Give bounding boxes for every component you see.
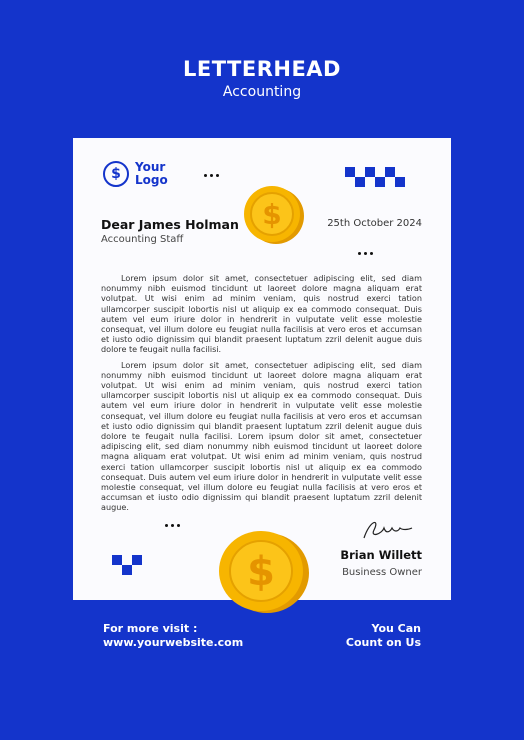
signer-name: Brian Willett: [340, 548, 422, 562]
svg-text:$: $: [247, 549, 275, 595]
footer-tagline-line1: You Can: [371, 622, 421, 635]
recipient-role: Accounting Staff: [101, 234, 184, 245]
letter-date: 25th October 2024: [327, 218, 422, 229]
gold-coin-icon: [242, 184, 306, 248]
footer-website: www.yourwebsite.com: [103, 636, 244, 649]
gold-coin-icon: [215, 528, 313, 618]
signature-icon: [360, 516, 416, 542]
signer-role: Business Owner: [342, 567, 422, 578]
svg-text:$: $: [262, 198, 282, 231]
footer-visit-label: For more visit :: [103, 622, 198, 635]
footer-tagline-line2: Count on Us: [345, 636, 421, 649]
greeting: Dear James Holman: [101, 217, 239, 232]
letterhead-paper: [73, 138, 451, 670]
logo-text: [135, 161, 168, 187]
body-paragraph: Lorem ipsum dolor sit amet, consectetuer adipiscing elit, sed diam nonummy nibh euismod tincidunt ut laoreet dolore magna aliquam erat volutpat. Ut wisi enim ad minim veniam, quis nostrud exerci tation ullamcorper suscipit lobortis nisl ut aliquip ex ea commodo consequat. Duis autem vel eum iriure dolor in hendrerit in vulputate velit esse molestie consequat, vel illum dolore eu feugiat nulla facilisis at vero eros et accumsan et iusto odio dignissim qui blandit praesent luptatum zzril delenit augue duis dolore te feugait nulla facilisi. Lorem ipsum dolor sit amet, consectetuer adipiscing elit, sed diam nonummy nibh euismod tincidunt ut laoreet dolore magna aliquam erat volutpat. Ut wisi enim ad minim veniam, quis nostrud exerci tation ullamcorper suscipit lobortis nisl ut aliquip ex ea commodo consequat. Duis autem vel eum iriure dolor in hendrerit in vulputate velit esse molestie consequat, vel illum dolore eu feugiat nulla facilisis at vero eros et accumsan et iusto odio dignissim qui blandit praesent luptatum zzril delenit augue.: [101, 359, 422, 513]
checker-pattern-icon: [345, 167, 405, 188]
company-logo: [103, 161, 168, 187]
page-subtitle: Accounting: [222, 84, 302, 100]
logo-line-1: Your: [135, 160, 166, 174]
checker-pattern-icon: [112, 555, 142, 575]
logo-line-2: Logo: [135, 173, 168, 187]
three-dots-icon: [165, 524, 180, 527]
three-dots-icon: [358, 252, 373, 255]
letter-body: [101, 273, 422, 518]
footer-visit: [103, 622, 243, 650]
footer-tagline: [346, 622, 421, 650]
three-dots-icon: [204, 174, 219, 177]
body-paragraph: Lorem ipsum dolor sit amet, consectetuer adipiscing elit, sed diam nonummy nibh euismod tincidunt ut laoreet dolore magna aliquam erat volutpat. Ut wisi enim ad minim veniam, quis nostrud exerci tation ullamcorper suscipit lobortis nisl ut aliquip ex ea commodo consequat. Duis autem vel eum iriure dolor in hendrerit in vulputate velit esse molestie consequat, vel illum dolore eu feugiat nulla facilisis at vero eros et accumsan et iusto odio dignissim qui blandit praesent luptatum zzril delenit augue duis dolore te feugait nulla facilisi.: [101, 273, 422, 355]
dollar-circle-icon: $: [103, 161, 129, 187]
page-title: LETTERHEAD: [183, 57, 341, 81]
